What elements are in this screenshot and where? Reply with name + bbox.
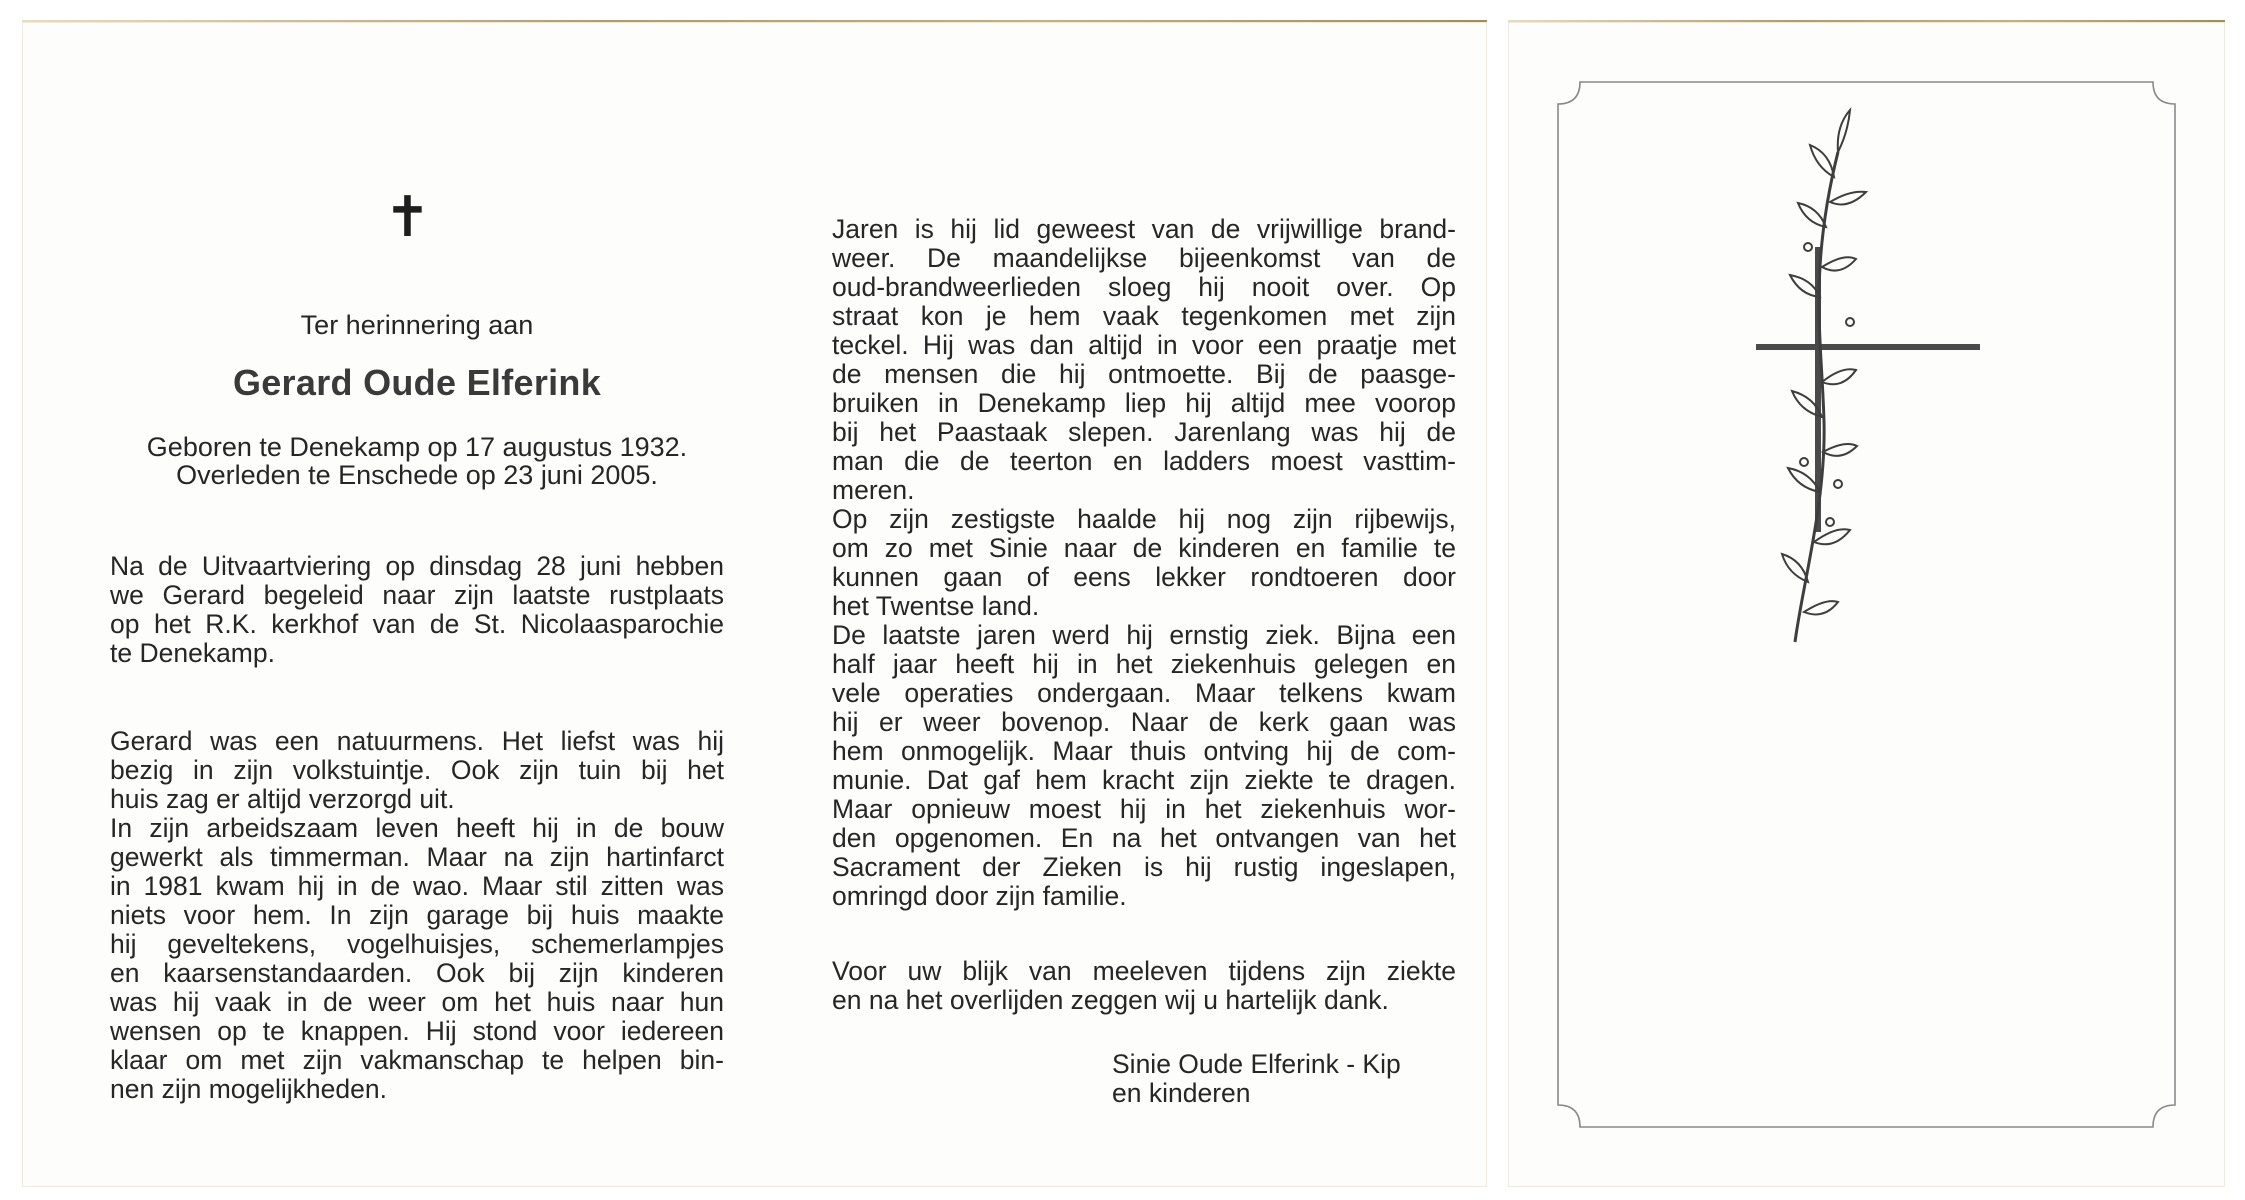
cover-frame <box>1508 22 2225 1187</box>
text-line: en na het overlijden zeggen wij u hartelijk dank. <box>832 985 1389 1015</box>
cross-icon: ✝ <box>384 185 431 250</box>
text-line: gewerkt als timmerman. Maar na zijn hartinfarct <box>110 842 724 872</box>
frame-border <box>1558 82 2175 1127</box>
text-line: Sacrament der Zieken is hij rustig ingeslapen, <box>832 852 1456 882</box>
text-line: te Denekamp. <box>110 638 275 668</box>
text-line: oud-brandweerlieden sloeg hij nooit over. Op <box>832 272 1456 302</box>
deceased-name: Gerard Oude Elferink <box>232 362 602 403</box>
text-line: op het R.K. kerkhof van de St. Nicolaasparochie <box>110 609 724 639</box>
text-line: munie. Dat gaf hem kracht zijn ziekte te dragen. <box>832 765 1456 795</box>
text-line: straat kon je hem vaak tegenkomen met zijn <box>832 301 1456 331</box>
text-line: Op zijn zestigste haalde hij nog zijn rijbewijs, <box>832 504 1456 534</box>
text-line: in 1981 kwam hij in de wao. Maar stil zitten was <box>110 871 724 901</box>
text-line: De laatste jaren werd hij ernstig ziek. Bijna een <box>832 620 1456 650</box>
life-paragraph <box>110 727 724 1104</box>
intro-text: Ter herinnering aan <box>300 310 534 340</box>
text-line: en kaarsenstandaarden. Ook bij zijn kinderen <box>110 958 724 988</box>
text-line: Voor uw blijk van meeleven tijdens zijn ziekte <box>832 956 1456 986</box>
text-line: weer. De maandelijkse bijeenkomst van de <box>832 243 1456 273</box>
text-line: Na de Uitvaartviering op dinsdag 28 juni hebben <box>110 551 724 581</box>
branch-leaves <box>1782 110 1866 614</box>
text-line: omringd door zijn familie. <box>832 881 1127 911</box>
cross-with-olive-branch-icon <box>1756 110 1980 642</box>
text-line: hij geveltekens, vogelhuisjes, schemerlampjes <box>110 929 724 959</box>
text-line: niets voor hem. In zijn garage bij huis maakte <box>110 900 724 930</box>
olive <box>1834 480 1842 488</box>
text-line: teckel. Hij was dan altijd in voor een praatje met <box>832 330 1456 360</box>
thanks-paragraph <box>832 957 1456 1015</box>
text-line: half jaar heeft hij in het ziekenhuis gelegen en <box>832 649 1456 679</box>
text-line: bruiken in Denekamp liep hij altijd mee voorop <box>832 388 1456 418</box>
text-line: bij het Paastaak slepen. Jarenlang was hij de <box>832 417 1456 447</box>
death-line: Overleden te Enschede op 23 juni 2005. <box>176 460 658 490</box>
signature-name: Sinie Oude Elferink - Kip <box>1112 1049 1401 1079</box>
card-cover-panel <box>1508 22 2225 1187</box>
signature-block <box>1112 1050 1401 1108</box>
olive <box>1846 318 1854 326</box>
text-line: bezig in zijn volkstuintje. Ook zijn tuin bij het <box>110 755 724 785</box>
text-line: was hij vaak in de weer om het huis naar hun <box>110 987 724 1017</box>
olive <box>1804 243 1812 251</box>
text-line: hem onmogelijk. Maar thuis ontving hij de com- <box>832 736 1456 766</box>
card-inside-panel <box>22 22 1487 1187</box>
text-line: huis zag er altijd verzorgd uit. <box>110 784 455 814</box>
text-line: we Gerard begeleid naar zijn laatste rustplaats <box>110 580 724 610</box>
text-line: het Twentse land. <box>832 591 1040 621</box>
text-line: klaar om met zijn vakmanschap te helpen bin- <box>110 1045 724 1075</box>
olive <box>1826 518 1834 526</box>
text-line: Gerard was een natuurmens. Het liefst was hij <box>110 726 724 756</box>
text-line: hij er weer bovenop. Naar de kerk gaan was <box>832 707 1456 737</box>
text-line: Maar opnieuw moest hij in het ziekenhuis wor- <box>832 794 1456 824</box>
text-line: In zijn arbeidszaam leven heeft hij in de bouw <box>110 813 724 843</box>
text-line: om zo met Sinie naar de kinderen en familie te <box>832 533 1456 563</box>
life-paragraph-continued <box>832 215 1456 911</box>
funeral-paragraph <box>110 552 724 668</box>
signature-family: en kinderen <box>1112 1078 1251 1108</box>
text-line: den opgenomen. En na het ontvangen van het <box>832 823 1456 853</box>
text-line: man die de teerton en ladders moest vasttim- <box>832 446 1456 476</box>
text-line: nen zijn mogelijkheden. <box>110 1074 387 1104</box>
olive <box>1800 458 1808 466</box>
birth-line: Geboren te Denekamp op 17 augustus 1932. <box>146 432 688 462</box>
text-line: wensen op te knappen. Hij stond voor iedereen <box>110 1016 724 1046</box>
text-line: Jaren is hij lid geweest van de vrijwillige brand- <box>832 214 1456 244</box>
text-line: meren. <box>832 475 915 505</box>
text-line: de mensen die hij ontmoette. Bij de paasge- <box>832 359 1456 389</box>
text-line: kunnen gaan of eens lekker rondtoeren door <box>832 562 1456 592</box>
text-line: vele operaties ondergaan. Maar telkens kwam <box>832 678 1456 708</box>
